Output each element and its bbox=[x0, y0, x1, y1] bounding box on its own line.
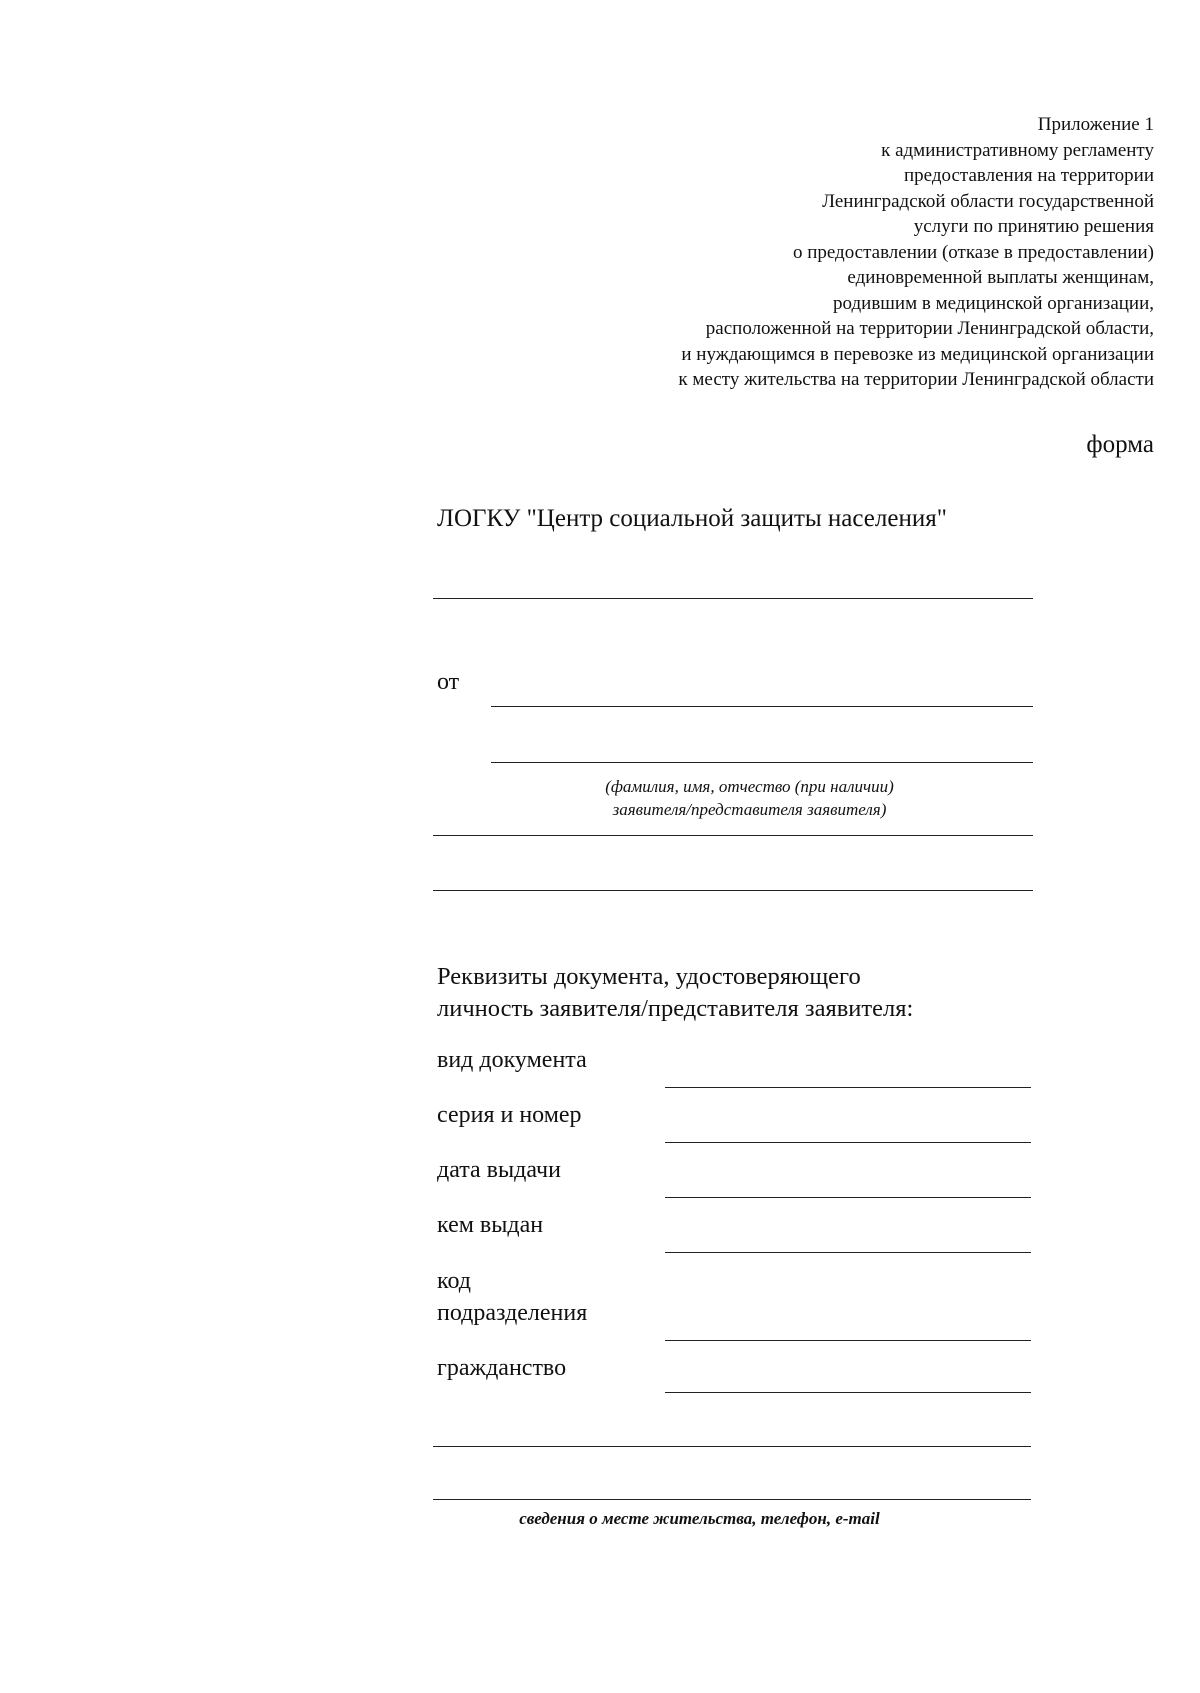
series-number-label: серия и номер bbox=[437, 1102, 582, 1128]
header-line: Ленинградской области государственной bbox=[822, 190, 1154, 212]
contacts-caption: сведения о месте жительства, телефон, e-mail bbox=[519, 1509, 880, 1528]
applicant-name-line-2[interactable] bbox=[491, 762, 1033, 763]
document-details-title bbox=[437, 961, 913, 1025]
recipient-org-name: ЛОГКУ "Центр социальной защиты населения" bbox=[437, 505, 947, 532]
division-code-field[interactable] bbox=[665, 1340, 1031, 1341]
contacts-line-1[interactable] bbox=[433, 1446, 1031, 1447]
form-label: форма bbox=[1086, 431, 1154, 458]
doc-type-label: вид документа bbox=[437, 1047, 587, 1073]
header-line: предоставления на территории bbox=[904, 165, 1154, 186]
header-line: Приложение 1 bbox=[1037, 114, 1154, 135]
header-line: о предоставлении (отказе в предоставлении) bbox=[792, 241, 1154, 263]
title-line: Реквизиты документа, удостоверяющего bbox=[437, 963, 861, 990]
caption-line: (фамилия, имя, отчество (при наличии) bbox=[605, 777, 894, 796]
applicant-extra-line-1[interactable] bbox=[433, 835, 1033, 836]
applicant-name-line-1[interactable] bbox=[491, 706, 1033, 707]
label-line: подразделения bbox=[437, 1300, 588, 1326]
header-line: к месту жительства на территории Ленинградской области bbox=[678, 369, 1154, 390]
issue-date-label: дата выдачи bbox=[437, 1157, 561, 1183]
issue-date-field[interactable] bbox=[665, 1197, 1031, 1198]
recipient-blank-line[interactable] bbox=[433, 598, 1033, 599]
header-line: услуги по принятию решения bbox=[913, 216, 1154, 237]
issued-by-field[interactable] bbox=[665, 1252, 1031, 1253]
appendix-header bbox=[534, 112, 1154, 393]
from-label: от bbox=[437, 669, 460, 695]
citizenship-field[interactable] bbox=[665, 1392, 1031, 1393]
header-line: к административному регламенту bbox=[881, 139, 1154, 161]
title-line: личность заявителя/представителя заявителя: bbox=[437, 995, 914, 1022]
caption-line: заявителя/представителя заявителя) bbox=[612, 800, 887, 819]
header-line: единовременной выплаты женщинам, bbox=[847, 267, 1154, 288]
applicant-extra-line-2[interactable] bbox=[433, 890, 1033, 891]
header-line: расположенной на территории Ленинградской области, bbox=[705, 318, 1154, 339]
issued-by-label: кем выдан bbox=[437, 1212, 544, 1238]
series-number-field[interactable] bbox=[665, 1142, 1031, 1143]
doc-type-field[interactable] bbox=[665, 1087, 1031, 1088]
label-line: код bbox=[437, 1268, 471, 1294]
contacts-line-2[interactable] bbox=[433, 1499, 1031, 1500]
header-line: родившим в медицинской организации, bbox=[833, 292, 1154, 314]
applicant-name-caption bbox=[533, 775, 966, 821]
header-line: и нуждающимся в перевозке из медицинской организации bbox=[681, 343, 1154, 365]
division-code-label bbox=[437, 1265, 587, 1329]
citizenship-label: гражданство bbox=[437, 1355, 567, 1381]
